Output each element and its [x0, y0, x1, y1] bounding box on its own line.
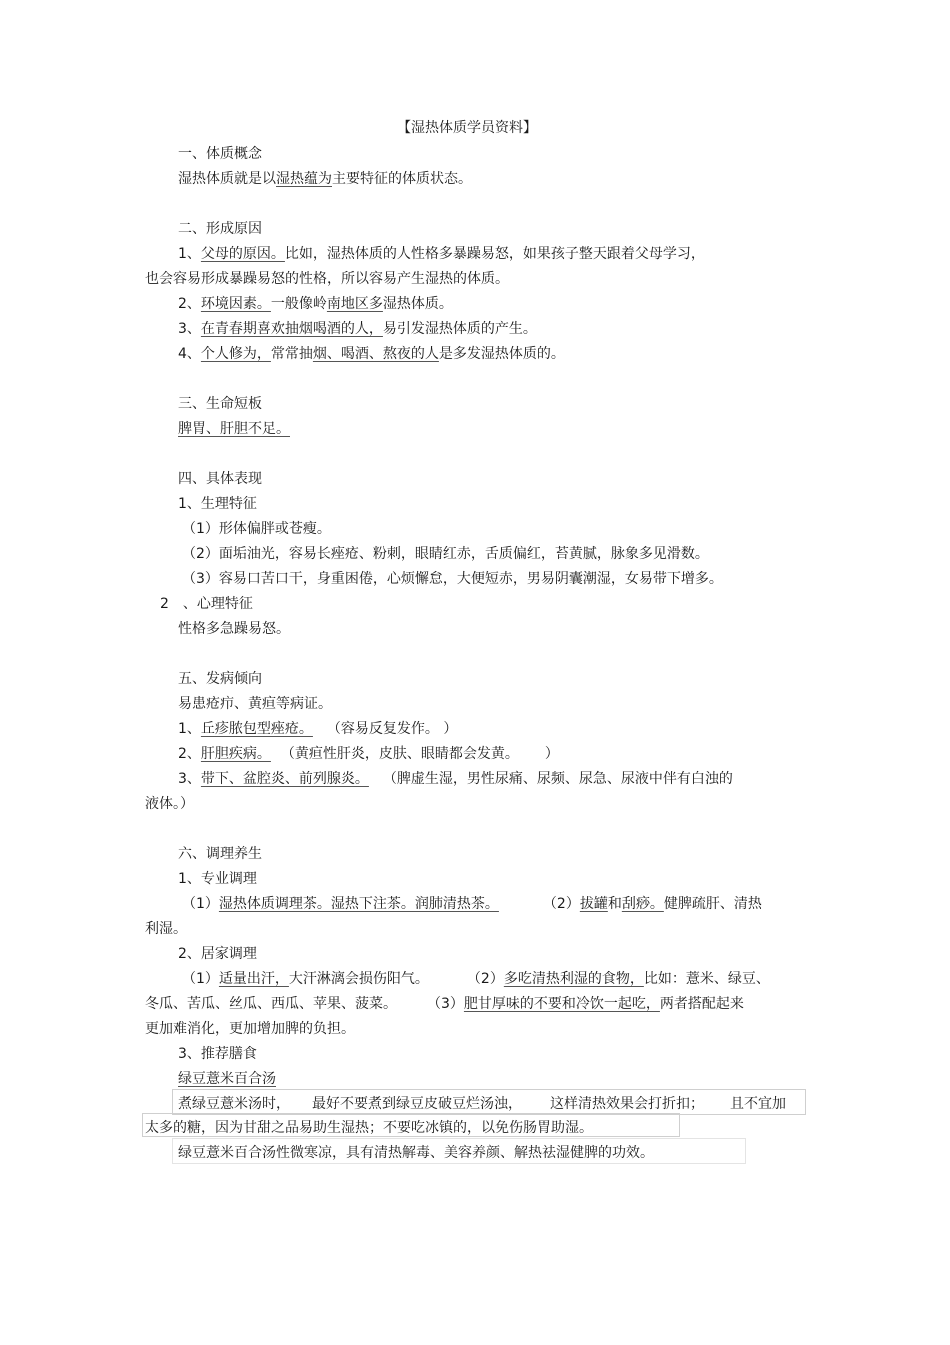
underlined-text: 肝胆疾病。 [200, 746, 271, 762]
item-number: 3、 [178, 771, 201, 787]
subheading-psychological [160, 595, 253, 613]
section-heading-concept: 一、体质概念 [178, 146, 262, 162]
professional-paragraph [182, 895, 762, 913]
recipe-line-2: 太多的糖，因为甘甜之品易助生湿热；不要吃冰镇的，以免伤肠胃助湿。 [145, 1120, 593, 1136]
recipe-line-3: 绿豆薏米百合汤性微寒凉，具有清热解毒、美容养颜、解热祛湿健脾的功效。 [178, 1145, 654, 1161]
underlined-text: 湿热体质调理茶。湿热下注茶。润肺清热茶。 [218, 896, 499, 912]
item-number: 2、 [178, 296, 201, 312]
text: 比如，湿热体质的人性格多暴躁易怒，如果孩子整天跟着父母学习， [284, 246, 705, 262]
text: （3） [427, 996, 464, 1012]
subheading-home: 2、居家调理 [178, 946, 257, 962]
text: 且不宜加 [730, 1096, 786, 1112]
text: （2） [466, 971, 504, 987]
document-title: 【湿热体质学员资料】 [397, 120, 537, 136]
section-heading-symptoms: 四、具体表现 [178, 471, 262, 487]
concept-paragraph [178, 170, 472, 188]
text: 大汗淋漓会损伤阳气。 [288, 971, 429, 987]
text: 是多发湿热体质的。 [438, 346, 565, 362]
text: 最好不要煮到绿豆皮破豆烂汤浊， [312, 1096, 522, 1112]
underlined-text: 拔罐 [579, 896, 608, 912]
underlined-text: 绿豆薏米百合汤 [178, 1071, 276, 1087]
text: （脾虚生湿，男性尿痛、尿频、尿急、尿液中伴有白浊的 [382, 771, 733, 787]
underlined-text: 丘疹脓包型痤疮。 [200, 721, 313, 737]
psychological-paragraph: 性格多急躁易怒。 [178, 621, 290, 637]
physiological-item-1: （1）形体偏胖或苍瘦。 [182, 521, 331, 537]
item-number: 1、 [178, 721, 201, 737]
underlined-text: 脾胃、肝胆不足。 [178, 421, 290, 437]
text: （1） [182, 896, 219, 912]
underlined-text: 带下、盆腔炎、前列腺炎。 [200, 771, 369, 787]
underlined-text: 环境因素。 [200, 296, 271, 312]
text: 、心理特征 [182, 596, 253, 612]
text: 易引发湿热体质的产生。 [382, 321, 537, 337]
text: 比如：薏米、绿豆、 [643, 971, 770, 987]
underlined-text: 父母的原因。 [200, 246, 285, 262]
underlined-text: 适量出汗， [218, 971, 289, 987]
tendency-item-2 [178, 745, 559, 763]
underlined-text: 多吃清热利湿的食物， [503, 971, 644, 987]
section-heading-causes: 二、形成原因 [178, 221, 262, 237]
cause-item-2 [178, 295, 453, 313]
text: ） [544, 746, 559, 762]
subheading-recipe: 3、推荐膳食 [178, 1046, 257, 1062]
section-heading-weakness: 三、生命短板 [178, 396, 262, 412]
cause-item-1-continued: 也会容易形成暴躁易怒的性格，所以容易产生湿热的体质。 [145, 271, 509, 287]
cause-item-3 [178, 320, 537, 338]
cause-item-4 [178, 345, 565, 363]
physiological-item-3: （3）容易口苦口干，身重困倦，心烦懈怠，大便短赤，男易阴囊潮湿，女易带下增多。 [182, 571, 723, 587]
item-number: 2、 [178, 746, 201, 762]
underlined-text: 湿热蕴为 [276, 171, 332, 187]
cause-item-1 [178, 245, 705, 263]
section-heading-tendency: 五、发病倾向 [178, 671, 262, 687]
weakness-paragraph [178, 420, 290, 438]
underlined-text: 个人修为， [200, 346, 271, 362]
text: 健脾疏肝、清热 [663, 896, 762, 912]
text: （容易反复发作。 ） [326, 721, 458, 737]
home-paragraph-line-1 [182, 970, 770, 988]
tendency-intro: 易患疮疖、黄疸等病证。 [178, 696, 332, 712]
subheading-physiological: 1、生理特征 [178, 496, 257, 512]
text: 这样清热效果会打折扣； [550, 1096, 704, 1112]
item-number: 4、 [178, 346, 201, 362]
item-number: 1、 [178, 246, 201, 262]
underlined-text: 南地区多 [326, 296, 383, 312]
text: 湿热体质。 [382, 296, 453, 312]
tendency-item-1 [178, 720, 457, 738]
text: （1） [182, 971, 219, 987]
home-paragraph-line-3: 更加难消化，更加增加脾的负担。 [145, 1021, 355, 1037]
text: 两者搭配起来 [659, 996, 744, 1012]
text: 冬瓜、苦瓜、丝瓜、西瓜、苹果、菠菜。 [145, 996, 397, 1012]
tendency-item-3 [178, 770, 733, 788]
recipe-name [178, 1070, 276, 1088]
text: （黄疸性肝炎，皮肤、眼睛都会发黄。 [280, 746, 519, 762]
text: 煮绿豆薏米汤时， [178, 1096, 290, 1112]
physiological-item-2: （2）面垢油光，容易长痤疮、粉刺，眼睛红赤，舌质偏红，苔黄腻，脉象多见滑数。 [182, 546, 709, 562]
professional-paragraph-continued: 利湿。 [145, 921, 187, 937]
text: 湿热体质就是以 [178, 171, 276, 187]
text: 主要特征的体质状态。 [332, 171, 472, 187]
text: 和 [607, 896, 622, 912]
underlined-text: 在青春期喜欢抽烟喝酒的人， [200, 321, 383, 337]
item-number: 3、 [178, 321, 201, 337]
home-paragraph-line-2 [145, 995, 744, 1013]
underlined-text: 肥甘厚味的不要和冷饮一起吃， [463, 996, 660, 1012]
recipe-line-1 [178, 1095, 786, 1113]
section-heading-care: 六、调理养生 [178, 846, 262, 862]
item-number: 2 [160, 596, 169, 612]
tendency-item-3-continued: 液体。） [145, 796, 194, 812]
text: 一般像岭 [270, 296, 327, 312]
text: 常常抽 [270, 346, 313, 362]
subheading-professional: 1、专业调理 [178, 871, 257, 887]
text: （2） [542, 896, 580, 912]
underlined-text: 刮痧。 [621, 896, 664, 912]
underlined-text: 烟、喝酒、熬夜的人 [312, 346, 439, 362]
